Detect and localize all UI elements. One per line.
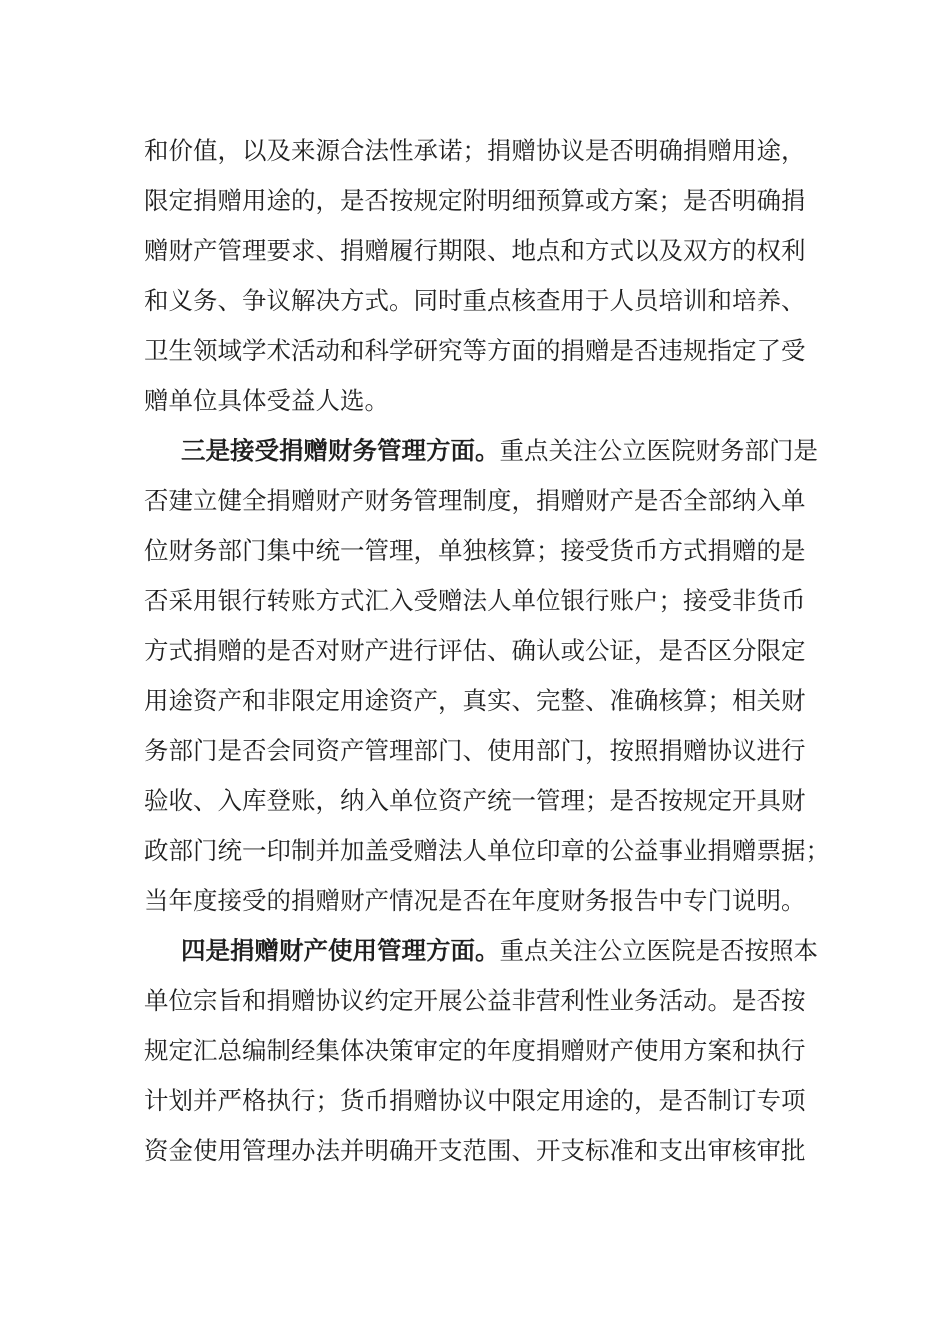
paragraph-financial-management xyxy=(144,426,830,926)
text-line: 和义务、争议解决方式。同时重点核查用于人员培训和培养、 xyxy=(144,286,806,315)
text-line: 方式捐赠的是否对财产进行评估、确认或公证，是否区分限定 xyxy=(144,636,806,665)
text-line: 赠单位具体受益人选。 xyxy=(144,386,389,415)
text-run: 重点关注公立医院财务部门是 xyxy=(499,436,818,465)
text-line: 否建立健全捐赠财产财务管理制度，捐赠财产是否全部纳入单 xyxy=(144,486,806,515)
document-body xyxy=(144,126,830,1176)
text-line: 卫生领域学术活动和科学研究等方面的捐赠是否违规指定了受 xyxy=(144,336,806,365)
text-line: 位财务部门集中统一管理，单独核算；接受货币方式捐赠的是 xyxy=(144,536,806,565)
text-line: 和价值，以及来源合法性承诺；捐赠协议是否明确捐赠用途， xyxy=(144,136,806,165)
text-line: 当年度接受的捐赠财产情况是否在年度财务报告中专门说明。 xyxy=(144,886,806,915)
paragraph-heading: 三是接受捐赠财务管理方面。 xyxy=(181,436,500,465)
paragraph-heading: 四是捐赠财产使用管理方面。 xyxy=(181,936,500,965)
text-line: 政部门统一印制并加盖受赠法人单位印章的公益事业捐赠票据； xyxy=(144,836,830,865)
text-line: 务部门是否会同资产管理部门、使用部门，按照捐赠协议进行 xyxy=(144,736,806,765)
text-line: 赠财产管理要求、捐赠履行期限、地点和方式以及双方的权利 xyxy=(144,236,806,265)
paragraph-asset-usage xyxy=(144,926,818,1176)
text-run: 重点关注公立医院是否按照本 xyxy=(499,936,818,965)
text-line: 单位宗旨和捐赠协议约定开展公益非营利性业务活动。是否按 xyxy=(144,986,806,1015)
text-line: 规定汇总编制经集体决策审定的年度捐赠财产使用方案和执行 xyxy=(144,1036,806,1065)
paragraph-first-line xyxy=(144,926,818,976)
paragraph-first-line xyxy=(144,426,818,476)
paragraph-continuation xyxy=(144,126,810,426)
text-line: 否采用银行转账方式汇入受赠法人单位银行账户；接受非货币 xyxy=(144,586,806,615)
text-line: 用途资产和非限定用途资产，真实、完整、准确核算；相关财 xyxy=(144,686,806,715)
text-line: 限定捐赠用途的，是否按规定附明细预算或方案；是否明确捐 xyxy=(144,186,806,215)
text-line: 资金使用管理办法并明确开支范围、开支标准和支出审核审批 xyxy=(144,1136,806,1165)
text-line: 验收、入库登账，纳入单位资产统一管理；是否按规定开具财 xyxy=(144,786,806,815)
text-line: 计划并严格执行；货币捐赠协议中限定用途的，是否制订专项 xyxy=(144,1086,806,1115)
